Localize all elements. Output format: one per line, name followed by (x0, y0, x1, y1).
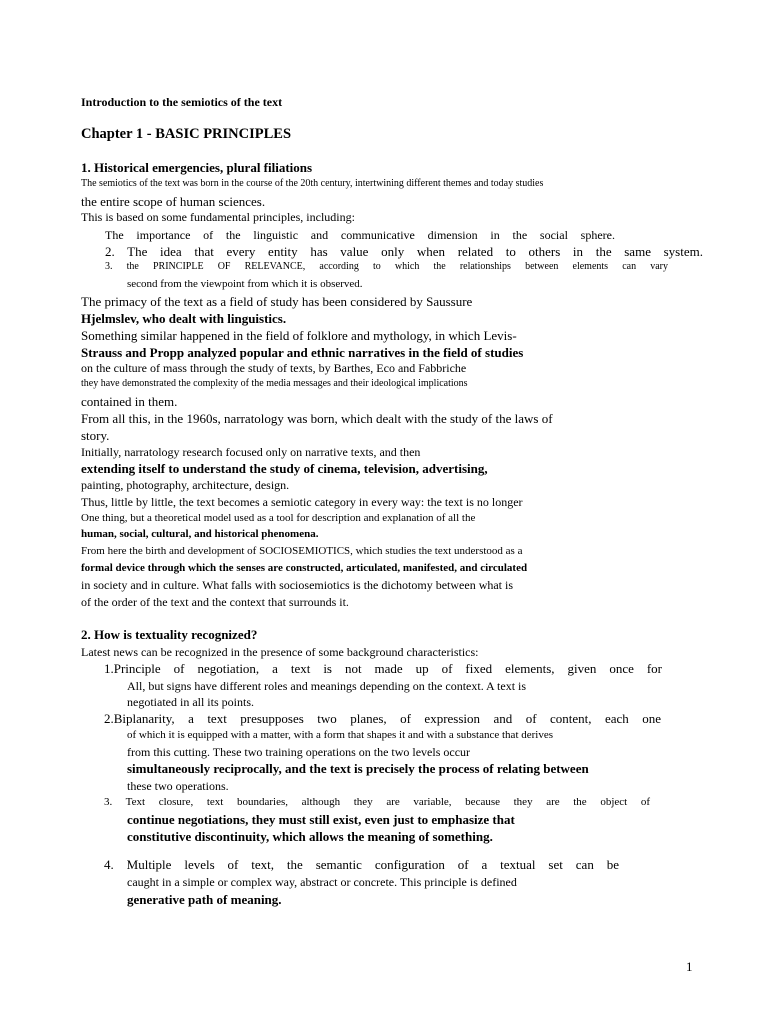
body-line: they have demonstrated the complexity of the media messages and their ideological implications (81, 378, 468, 389)
body-line: human, social, cultural, and historical phenomena. (81, 528, 319, 540)
section-heading: 1. Historical emergencies, plural filiations (81, 160, 313, 175)
page-number: 1 (686, 959, 693, 974)
body-line: The semiotics of the text was born in the course of the 20th century, intertwining different themes and today studies (81, 178, 544, 189)
list-item-continued: negotiated in all its points. (127, 695, 254, 709)
section-heading: 2. How is textuality recognized? (81, 627, 258, 642)
list-item: 2.Biplanarity, a text presupposes two planes, of expression and of content, each one (104, 711, 661, 726)
body-line: This is based on some fundamental principles, including: (81, 210, 355, 224)
body-line: painting, photography, architecture, design. (81, 478, 290, 492)
body-line: One thing, but a theoretical model used as a tool for description and explanation of all the (81, 512, 476, 524)
list-item-continued: continue negotiations, they must still exist, even just to emphasize that (127, 812, 515, 827)
body-line: of the order of the text and the context that surrounds it. (81, 595, 349, 609)
body-line: Hjelmslev, who dealt with linguistics. (81, 311, 287, 326)
body-line: contained in them. (81, 394, 178, 409)
list-item-continued: of which it is equipped with a matter, with a form that shapes it and with a substance that derives (127, 729, 554, 741)
chapter-title: Chapter 1 - BASIC PRINCIPLES (81, 126, 292, 142)
body-line: The primacy of the text as a field of study has been considered by Saussure (81, 294, 473, 309)
body-line: Thus, little by little, the text becomes a semiotic category in every way: the text is no longer (81, 495, 523, 509)
list-item-continued: these two operations. (127, 779, 229, 793)
body-line: Initially, narratology research focused only on narrative texts, and then (81, 445, 421, 459)
list-item-continued: All, but signs have different roles and meanings depending on the context. A text is (127, 679, 527, 693)
list-item-continued: caught in a simple or complex way, abstract or concrete. This principle is defined (127, 875, 517, 889)
list-item: 3. Text closure, text boundaries, although they are variable, because they are the object of (104, 796, 650, 808)
principle-item: The importance of the linguistic and communicative dimension in the social sphere. (105, 228, 615, 242)
principle-item: 3. the PRINCIPLE OF RELEVANCE, according to which the relationships between elements can vary (105, 261, 668, 272)
body-line: Strauss and Propp analyzed popular and ethnic narratives in the field of studies (81, 345, 524, 360)
body-line: From all this, in the 1960s, narratology was born, which dealt with the study of the laws of (81, 411, 553, 426)
document-title: Introduction to the semiotics of the text (81, 95, 283, 109)
list-item-continued: from this cutting. These two training operations on the two levels occur (127, 745, 471, 759)
principle-item-continued: second from the viewpoint from which it is observed. (127, 278, 363, 290)
body-line: extending itself to understand the study of cinema, television, advertising, (81, 461, 488, 476)
body-line: on the culture of mass through the study of texts, by Barthes, Eco and Fabbriche (81, 361, 467, 375)
list-item: 4. Multiple levels of text, the semantic configuration of a textual set can be (104, 857, 619, 872)
list-item: 1.Principle of negotiation, a text is not made up of fixed elements, given once for (104, 661, 662, 676)
body-line: Latest news can be recognized in the presence of some background characteristics: (81, 645, 479, 659)
list-item-continued: simultaneously reciprocally, and the text is precisely the process of relating between (127, 761, 589, 776)
body-line: formal device through which the senses are constructed, articulated, manifested, and circulated (81, 562, 528, 574)
body-line: the entire scope of human sciences. (81, 194, 266, 209)
body-line: in society and in culture. What falls with sociosemiotics is the dichotomy between what is (81, 578, 514, 592)
list-item-continued: generative path of meaning. (127, 892, 282, 907)
body-line: From here the birth and development of SOCIOSEMIOTICS, which studies the text understood as a (81, 545, 523, 557)
list-item-continued: constitutive discontinuity, which allows the meaning of something. (127, 829, 493, 844)
body-line: Something similar happened in the field of folklore and mythology, in which Levis- (81, 328, 517, 343)
principle-item: 2. The idea that every entity has value only when related to others in the same system. (105, 244, 703, 259)
body-line: story. (81, 428, 110, 443)
